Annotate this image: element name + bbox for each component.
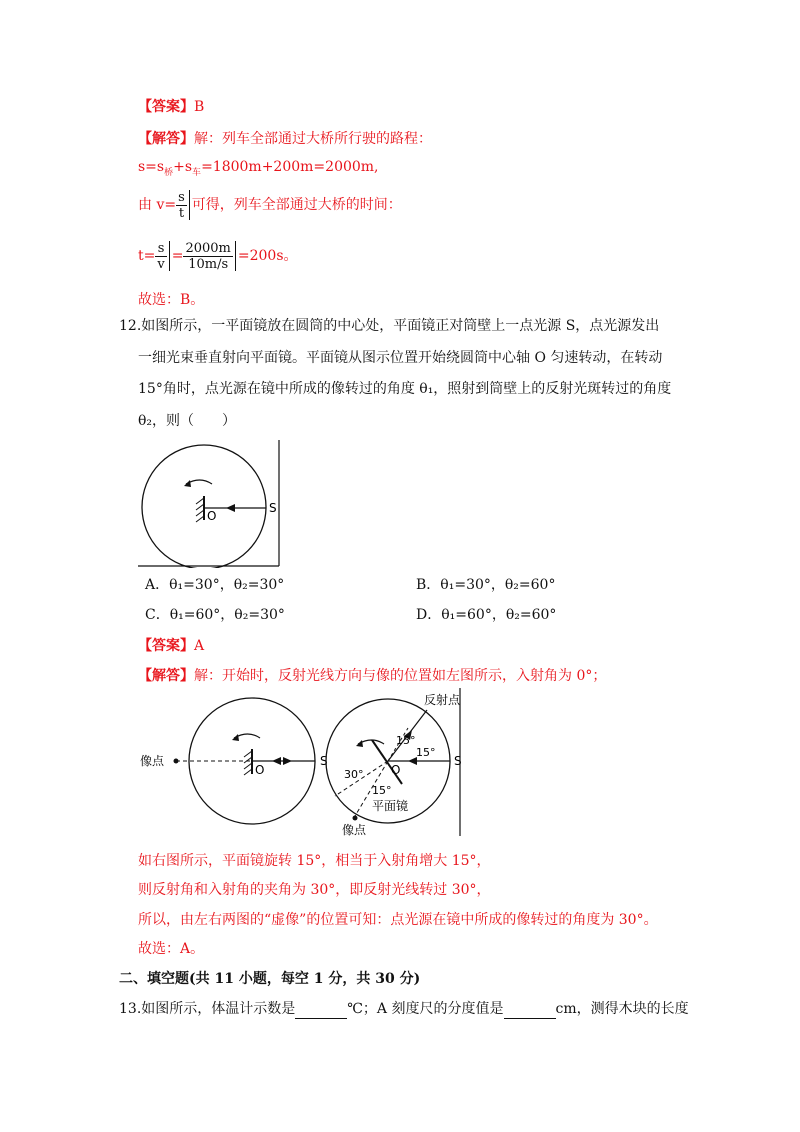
- left-label-s: S: [320, 754, 328, 768]
- fraction-denominator: v: [157, 256, 165, 272]
- right-image-point: [353, 816, 358, 821]
- option-key: C．: [145, 607, 170, 623]
- formula-part: 可得，列车全部通过大桥的时间：: [191, 197, 402, 213]
- left-image-point: [174, 759, 179, 764]
- answer-label-prev: [138, 97, 204, 117]
- analysis-line-4: 故选：A。: [138, 941, 205, 957]
- formula-part: =200s。: [237, 248, 298, 264]
- subscript-bridge: 桥: [164, 167, 174, 178]
- q13-line-1: [119, 999, 689, 1019]
- option-b[interactable]: [416, 575, 555, 595]
- left-arrow-icon: [283, 757, 292, 765]
- analysis-line-3: 所以，由左右两图的“虚像”的位置可知：点光源在镜中所成的像转过的角度为 30°。: [138, 912, 658, 928]
- subscript-train: 车: [192, 167, 202, 178]
- answer-blank[interactable]: [295, 1004, 347, 1019]
- question-text: ℃；A 刻度尺的分度值是: [347, 1001, 504, 1017]
- analysis-intro: [138, 129, 432, 149]
- option-text: θ₁=30°，θ₂=60°: [440, 577, 556, 593]
- fraction-numerator: s: [155, 241, 166, 257]
- analysis-line-1: 如右图所示，平面镜旋转 15°，相当于入射角增大 15°，: [138, 853, 491, 869]
- left-arrow-head-icon: [232, 734, 239, 741]
- bar-separator: [169, 241, 170, 271]
- question-text: 13.如图所示，体温计示数是: [119, 1001, 296, 1017]
- fraction-numerator: s: [178, 189, 185, 205]
- formula-part: s=s: [138, 159, 165, 175]
- q12-line-2: 一细光束垂直射向平面镜。平面镜从图示位置开始绕圆筒中心轴 O 匀速转动，在转动: [138, 350, 663, 366]
- option-key: A．: [145, 577, 170, 593]
- fraction-s-over-t: [176, 190, 187, 221]
- right-label-15b: 15°: [416, 746, 436, 759]
- analysis-intro-text: 解：列车全部通过大桥所行驶的路程：: [194, 131, 432, 147]
- formula-part: 由 v=: [138, 197, 177, 213]
- option-text: θ₁=60°，θ₂=30°: [169, 607, 285, 623]
- right-label-30: 30°: [344, 768, 364, 781]
- q12-figure: [138, 440, 283, 568]
- right-label-image: 像点: [342, 823, 367, 837]
- velocity-formula: [138, 188, 402, 222]
- label-s: S: [269, 501, 277, 515]
- answer-blank[interactable]: [504, 1004, 556, 1019]
- fraction-denominator: 10m/s: [188, 256, 229, 272]
- fraction-s-over-v: [155, 241, 166, 272]
- analysis-tag: 【解答】: [138, 131, 194, 147]
- distance-formula: [138, 157, 379, 183]
- fraction-numerator: 2000m: [185, 240, 231, 256]
- q12-line-3: 15°角时，点光源在镜中所成的像转过的角度 θ₁，照射到筒壁上的反射光斑转过的角度: [138, 381, 672, 397]
- bar-separator: [235, 241, 236, 271]
- answer-value: A: [194, 638, 205, 654]
- right-label-15a: 15°: [396, 734, 416, 747]
- option-d[interactable]: [416, 605, 556, 625]
- left-mirror-hatch-icon: [244, 751, 252, 775]
- left-label-o: O: [255, 763, 265, 777]
- question-number: 12.: [119, 318, 142, 334]
- option-c[interactable]: [145, 605, 285, 625]
- fraction-2000m-over-10ms: [183, 241, 232, 272]
- option-text: θ₁=60°，θ₂=60°: [441, 607, 557, 623]
- option-key: D．: [416, 607, 442, 623]
- q12-line-1: [119, 316, 659, 336]
- analysis-tag: 【解答】: [138, 668, 194, 684]
- bar-separator: [189, 190, 190, 220]
- q12-line-4: θ₂，则（ ）: [138, 413, 237, 429]
- label-o: O: [207, 509, 217, 523]
- right-label-reflect: 反射点: [424, 693, 461, 707]
- right-label-s: S: [454, 754, 462, 768]
- right-label-15c: 15°: [372, 784, 392, 797]
- formula-part: +s: [173, 159, 193, 175]
- mirror-hatch-icon: [196, 498, 204, 522]
- answer-label-q12: [138, 636, 204, 656]
- choose-prev: 故选：B。: [138, 292, 205, 308]
- right-label-mirror: 平面镜: [372, 799, 409, 813]
- left-arrow-icon: [272, 757, 281, 765]
- time-formula: [138, 239, 298, 273]
- right-arrow-head-icon: [356, 740, 363, 747]
- option-a[interactable]: [145, 575, 284, 595]
- fraction-denominator: t: [178, 205, 185, 221]
- formula-part: =: [171, 248, 184, 264]
- answer-value: B: [194, 99, 205, 115]
- option-key: B．: [416, 577, 441, 593]
- formula-part: =1800m+200m=2000m,: [201, 159, 379, 175]
- q12-analysis-figure: [140, 688, 480, 838]
- arrow-icon: [226, 504, 235, 512]
- right-label-o: O: [391, 763, 401, 777]
- option-text: θ₁=30°，θ₂=30°: [169, 577, 285, 593]
- question-text: 如图所示，一平面镜放在圆筒的中心处，平面镜正对筒壁上一点光源 S，点光源发出: [141, 318, 660, 334]
- arrow-head-icon: [184, 480, 191, 487]
- answer-tag: 【答案】: [138, 638, 194, 654]
- analysis-text: 解：开始时，反射光线方向与像的位置如左图所示，入射角为 0°；: [194, 668, 607, 684]
- analysis-q12-first: [138, 666, 606, 686]
- question-text: cm，测得木块的长度: [555, 1001, 689, 1017]
- analysis-line-2: 则反射角和入射角的夹角为 30°，即反射光线转过 30°，: [138, 882, 491, 898]
- section-title: 二、填空题(共 11 小题，每空 1 分，共 30 分): [119, 971, 421, 987]
- formula-part: t=: [138, 248, 156, 264]
- left-label-image: 像点: [140, 754, 165, 768]
- answer-tag: 【答案】: [138, 99, 194, 115]
